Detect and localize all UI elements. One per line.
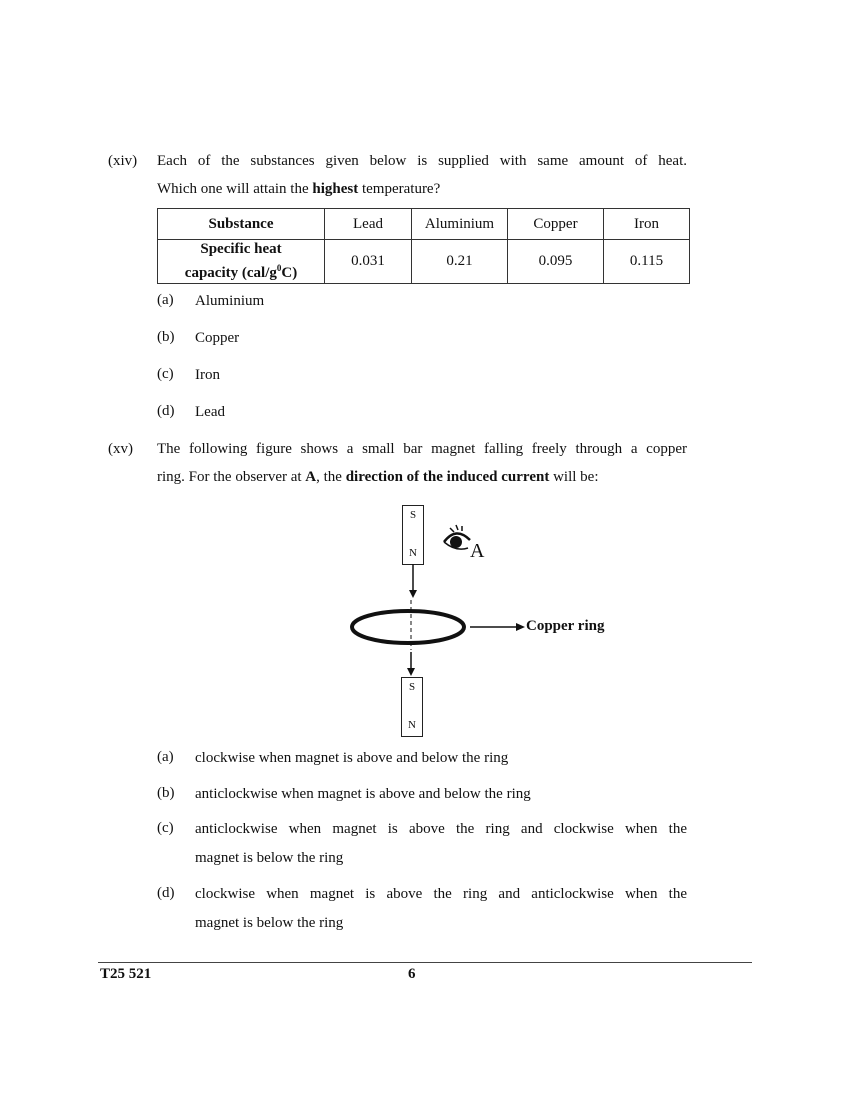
table-header-row	[158, 209, 690, 240]
bar-magnet-bottom	[401, 677, 423, 737]
table-cell: 0.095	[508, 240, 604, 284]
option-text: Lead	[195, 404, 225, 420]
falling-path-figure	[340, 560, 480, 690]
magnet-pole-north: N	[409, 547, 417, 559]
ring-pointer-arrow	[468, 620, 528, 634]
question-text	[157, 147, 687, 203]
table-row	[158, 240, 690, 284]
table-header-cell: Substance	[158, 209, 325, 240]
arrow-head-icon	[409, 590, 417, 598]
bar-magnet-top	[402, 505, 424, 565]
magnet-pole-south: S	[408, 681, 416, 693]
magnet-pole-south: S	[409, 509, 417, 521]
question-line: Which one will attain the highest temperature?	[157, 181, 441, 197]
table-row-label: Specific heat capacity $(cal/g^0C)$	[158, 240, 325, 284]
table-header-cell: Copper	[508, 209, 604, 240]
footer-rule	[98, 962, 752, 963]
question-line: Each of the substances given below is supplied with same amount of heat.	[157, 153, 687, 169]
option-text: clockwise when magnet is above and below the ring	[195, 750, 509, 766]
observer-eye-icon	[440, 522, 474, 556]
specific-heat-table	[157, 208, 690, 284]
copper-ring	[352, 611, 464, 643]
table-cell: 0.21	[412, 240, 508, 284]
option-letter: (c)	[157, 820, 174, 836]
table-cell: 0.031	[325, 240, 412, 284]
question-number: (xiv)	[108, 153, 138, 169]
option-letter: (b)	[157, 329, 175, 345]
question-line: ring. For the observer at A, the direction of the induced current will be:	[157, 469, 599, 485]
question-text	[157, 435, 687, 491]
option-text: anticlockwise when magnet is above and below the ring	[195, 786, 531, 802]
page-number: 6	[408, 966, 416, 982]
table-header-cell: Lead	[325, 209, 412, 240]
option-letter: (a)	[157, 749, 174, 765]
table-header-cell: Iron	[604, 209, 690, 240]
option-letter: (c)	[157, 366, 174, 382]
option-letter: (d)	[157, 885, 175, 901]
option-text: Iron	[195, 367, 220, 383]
option-text: Copper	[195, 330, 240, 346]
option-text: Aluminium	[195, 293, 265, 309]
table-header-cell: Aluminium	[412, 209, 508, 240]
option-letter: (b)	[157, 785, 175, 801]
question-number: (xv)	[108, 441, 133, 457]
option-letter: (d)	[157, 403, 175, 419]
arrow-head-icon	[516, 623, 525, 631]
observer-label: A	[470, 540, 485, 562]
option-letter: (a)	[157, 292, 174, 308]
paper-code: T25 521	[100, 966, 152, 982]
magnet-pole-north: N	[408, 719, 416, 731]
table-cell: 0.115	[604, 240, 690, 284]
option-text: anticlockwise when magnet is above the ring and clockwise when the magnet is below the ring	[195, 821, 687, 866]
copper-ring-label: Copper ring	[526, 618, 605, 634]
option-text: clockwise when magnet is above the ring and anticlockwise when the magnet is below the ring	[195, 886, 687, 931]
arrow-head-icon	[407, 668, 415, 676]
question-line: The following figure shows a small bar magnet falling freely through a copper	[157, 441, 687, 457]
